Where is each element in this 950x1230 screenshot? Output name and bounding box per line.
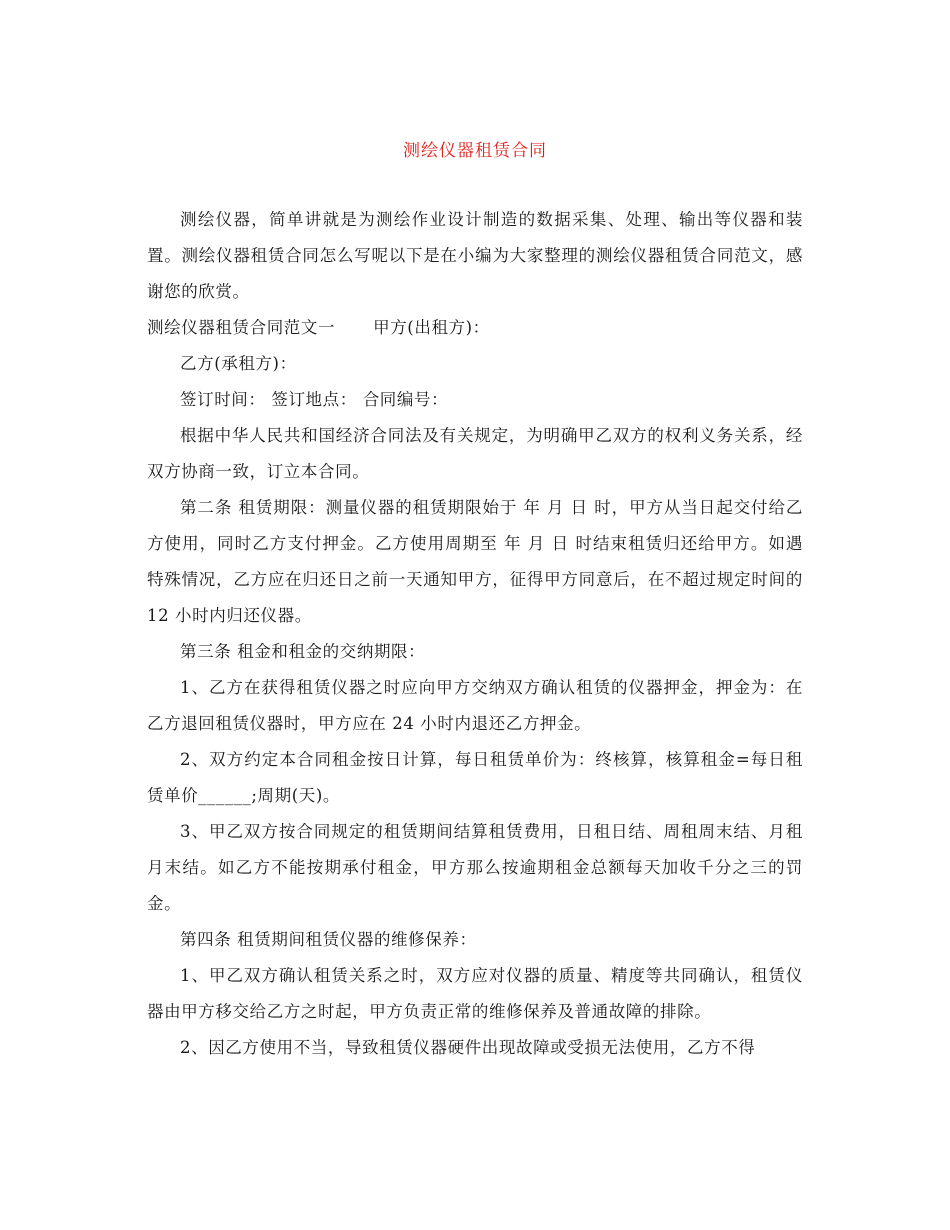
party-b-label: 乙方(承租方)： [180,354,297,373]
article-3-item-3: 3、甲乙双方按合同规定的租赁期间结算租赁费用，日租日结、周租周末结、月租月末结。如乙方不能按期承付租金，甲方那么按逾期租金总额每天加收千分之三的罚金。 [147,822,803,913]
document-body [147,202,809,1066]
article-4-heading: 第四条 租赁期间租赁仪器的维修保养： [180,930,477,949]
article-3-item-2: 2、双方约定本合同租金按日计算，每日租赁单价为：终核算，核算租金=每日租赁单价______;周期(天)。 [147,750,803,805]
article-2: 第二条 租赁期限：测量仪器的租赁期限始于 年 月 日 时，甲方从当日起交付给乙方使用，同时乙方支付押金。乙方使用周期至 年 月 日 时结束租赁归还给甲方。如遇特殊情况，乙方应在归还日之前一天通知甲方，征得甲方同意后，在不超过规定时间的 12 小时内归还仪器。 [147,498,809,625]
sample-heading-line [147,310,803,346]
article-4-item-1: 1、甲乙双方确认租赁关系之时，双方应对仪器的质量、精度等共同确认，租赁仪器由甲方移交给乙方之时起，甲方负责正常的维修保养及普通故障的排除。 [147,966,803,1021]
party-a-label: 甲方(出租方)： [373,318,490,337]
article-3-item-1: 1、乙方在获得租赁仪器之时应向甲方交纳双方确认租赁的仪器押金，押金为：在乙方退回租赁仪器时，甲方应在 24 小时内退还乙方押金。 [147,678,803,733]
sample-heading: 测绘仪器租赁合同范文一 [147,318,336,337]
intro-paragraph: 测绘仪器，简单讲就是为测绘作业设计制造的数据采集、处理、输出等仪器和装置。测绘仪器租赁合同怎么写呢以下是在小编为大家整理的测绘仪器租赁合同范文，感谢您的欣赏。 [147,210,803,301]
document-title: 测绘仪器租赁合同 [403,141,547,161]
article-4-item-2: 2、因乙方使用不当，导致租赁仪器硬件出现故障或受损无法使用，乙方不得 [180,1038,756,1057]
article-3-heading: 第三条 租金和租金的交纳期限： [180,642,426,661]
sign-info: 签订时间： 签订地点： 合同编号： [180,390,449,409]
basis-paragraph: 根据中华人民共和国经济合同法及有关规定，为明确甲乙双方的权利义务关系，经双方协商一致，订立本合同。 [147,426,803,481]
